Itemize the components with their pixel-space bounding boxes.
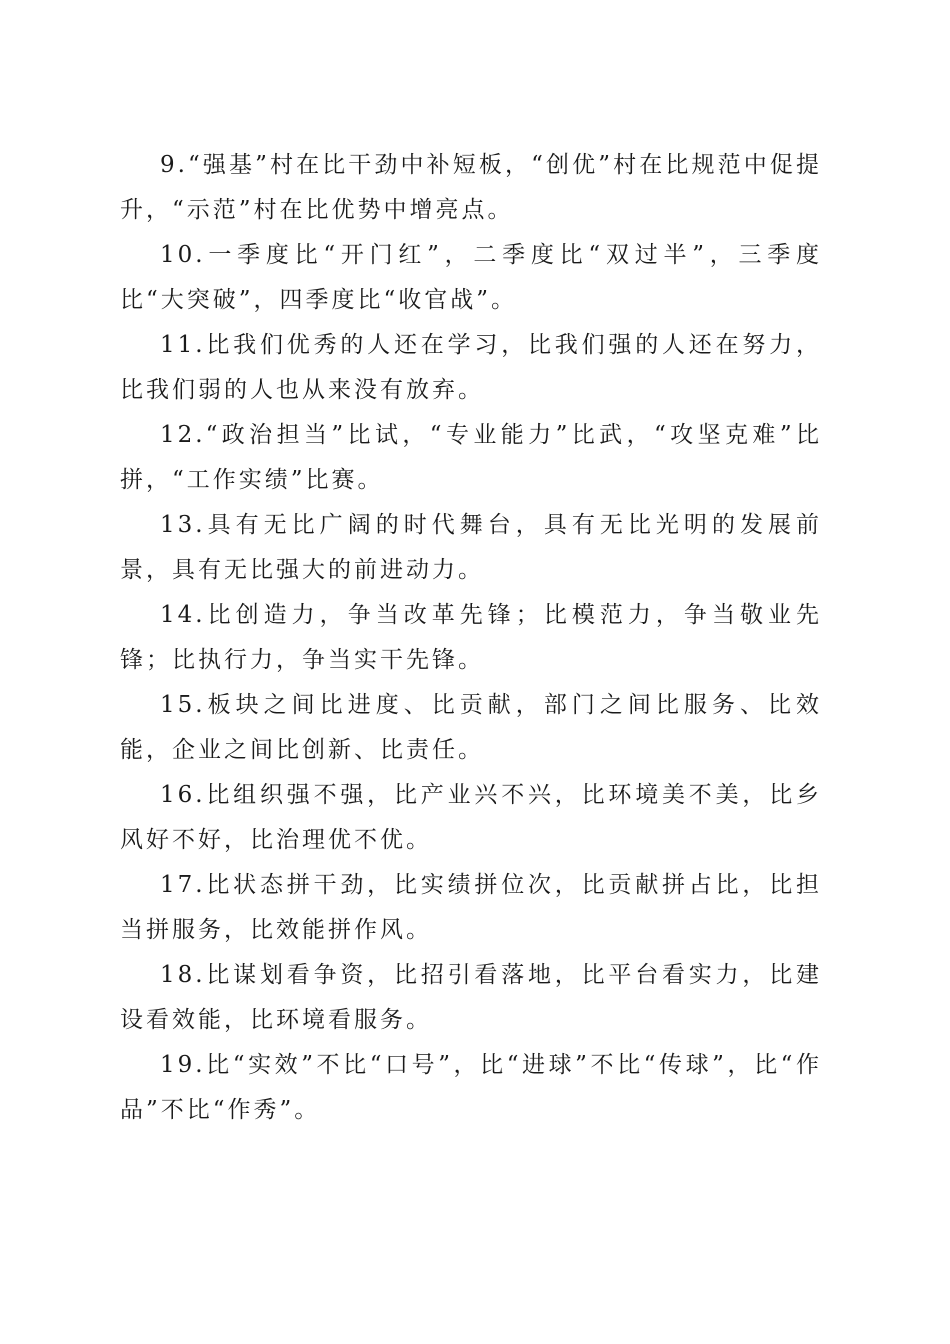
paragraph-13: 13.具有无比广阔的时代舞台，具有无比光明的发展前景，具有无比强大的前进动力。 <box>120 512 822 583</box>
document-body <box>120 143 822 1133</box>
paragraph-11: 11.比我们优秀的人还在学习，比我们强的人还在努力，比我们弱的人也从来没有放弃。 <box>120 332 822 403</box>
paragraph-12: 12.“政治担当”比试，“专业能力”比武，“攻坚克难”比拼，“工作实绩”比赛。 <box>120 422 822 493</box>
paragraph-17: 17.比状态拼干劲，比实绩拼位次，比贡献拼占比，比担当拼服务，比效能拼作风。 <box>120 872 822 943</box>
paragraph-15: 15.板块之间比进度、比贡献，部门之间比服务、比效能，企业之间比创新、比责任。 <box>120 692 822 763</box>
paragraph-9: 9.“强基”村在比干劲中补短板，“创优”村在比规范中促提升，“示范”村在比优势中增亮点。 <box>120 152 822 223</box>
paragraph-10: 10.一季度比“开门红”，二季度比“双过半”，三季度比“大突破”，四季度比“收官战”。 <box>120 242 822 313</box>
paragraph-16: 16.比组织强不强，比产业兴不兴，比环境美不美，比乡风好不好，比治理优不优。 <box>120 782 822 853</box>
paragraph-18: 18.比谋划看争资，比招引看落地，比平台看实力，比建设看效能，比环境看服务。 <box>120 962 822 1033</box>
paragraph-14: 14.比创造力，争当改革先锋；比模范力，争当敬业先锋；比执行力，争当实干先锋。 <box>120 602 822 673</box>
paragraph-19: 19.比“实效”不比“口号”，比“进球”不比“传球”，比“作品”不比“作秀”。 <box>120 1052 822 1123</box>
